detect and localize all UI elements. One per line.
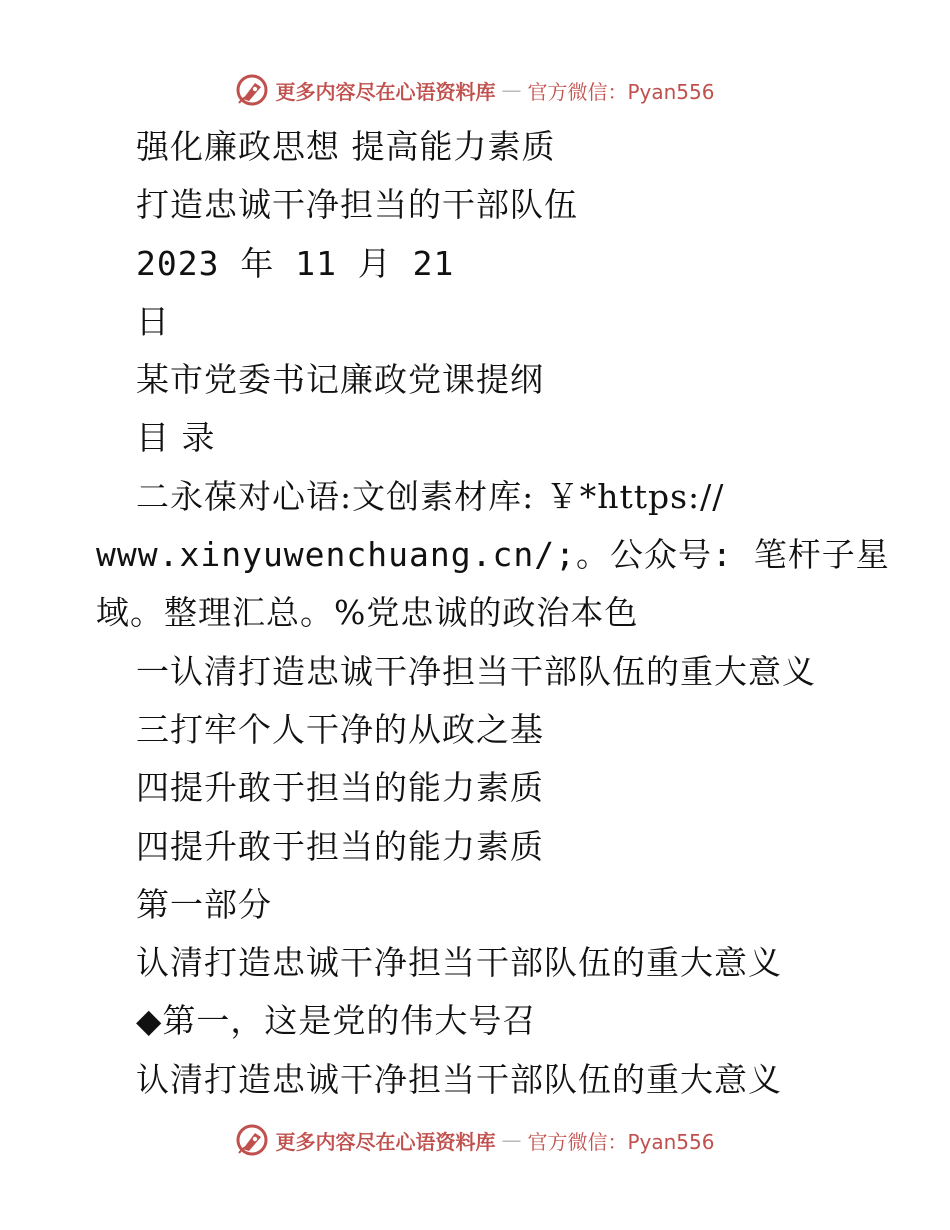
header-banner — [0, 70, 950, 110]
doc-date-line: 2023 年 11 月 21 — [136, 243, 455, 283]
doc-toc-item-1: 一认清打造忠诚干净担当干部队伍的重大意义 — [136, 651, 816, 691]
doc-toc-item-4: 四提升敢于担当的能力素质 — [136, 768, 544, 808]
doc-toc-heading: 目 录 — [136, 418, 216, 458]
doc-toc-item-2-part-1: 二永葆对心语:文创素材库: ￥*https:// — [136, 476, 725, 516]
doc-title-line-2: 打造忠诚干净担当的干部队伍 — [136, 185, 578, 225]
doc-subtitle: 某市党委书记廉政党课提纲 — [136, 360, 544, 400]
doc-toc-item-2-part-3: 域。整理汇总。%党忠诚的政治本色 — [96, 593, 639, 633]
header-banner-inner — [235, 73, 714, 107]
doc-date-day: 日 — [136, 301, 170, 341]
pen-nib-logo-icon — [235, 73, 269, 107]
footer-banner-text: 更多内容尽在心语资料库 — [275, 1129, 496, 1154]
footer-banner-inner — [235, 1123, 714, 1157]
header-banner-separator: — — [501, 78, 522, 102]
footer-banner-wechat: 官方微信：Pyan556 — [527, 1129, 715, 1154]
footer-banner — [0, 1120, 950, 1160]
doc-title-line-1: 强化廉政思想 提高能力素质 — [136, 127, 556, 166]
doc-part-heading: 第一部分 — [136, 884, 272, 924]
header-banner-wechat: 官方微信：Pyan556 — [527, 79, 715, 104]
doc-part-title: 认清打造忠诚干净担当干部队伍的重大意义 — [136, 943, 782, 983]
doc-part-title-repeat: 认清打造忠诚干净担当干部队伍的重大意义 — [136, 1059, 782, 1099]
doc-toc-item-4-duplicate: 四提升敢于担当的能力素质 — [136, 826, 544, 866]
doc-point-first: ◆第一，这是党的伟大号召 — [136, 1001, 537, 1041]
footer-banner-separator: — — [501, 1128, 522, 1152]
doc-toc-item-3: 三打牢个人干净的从政之基 — [136, 709, 544, 749]
header-banner-text: 更多内容尽在心语资料库 — [275, 79, 496, 104]
document-body — [96, 118, 890, 1109]
doc-toc-item-2-part-2: www.xinyuwenchuang.cn/;。公众号: 笔杆子星 — [96, 535, 890, 575]
pen-nib-logo-icon — [235, 1123, 269, 1157]
